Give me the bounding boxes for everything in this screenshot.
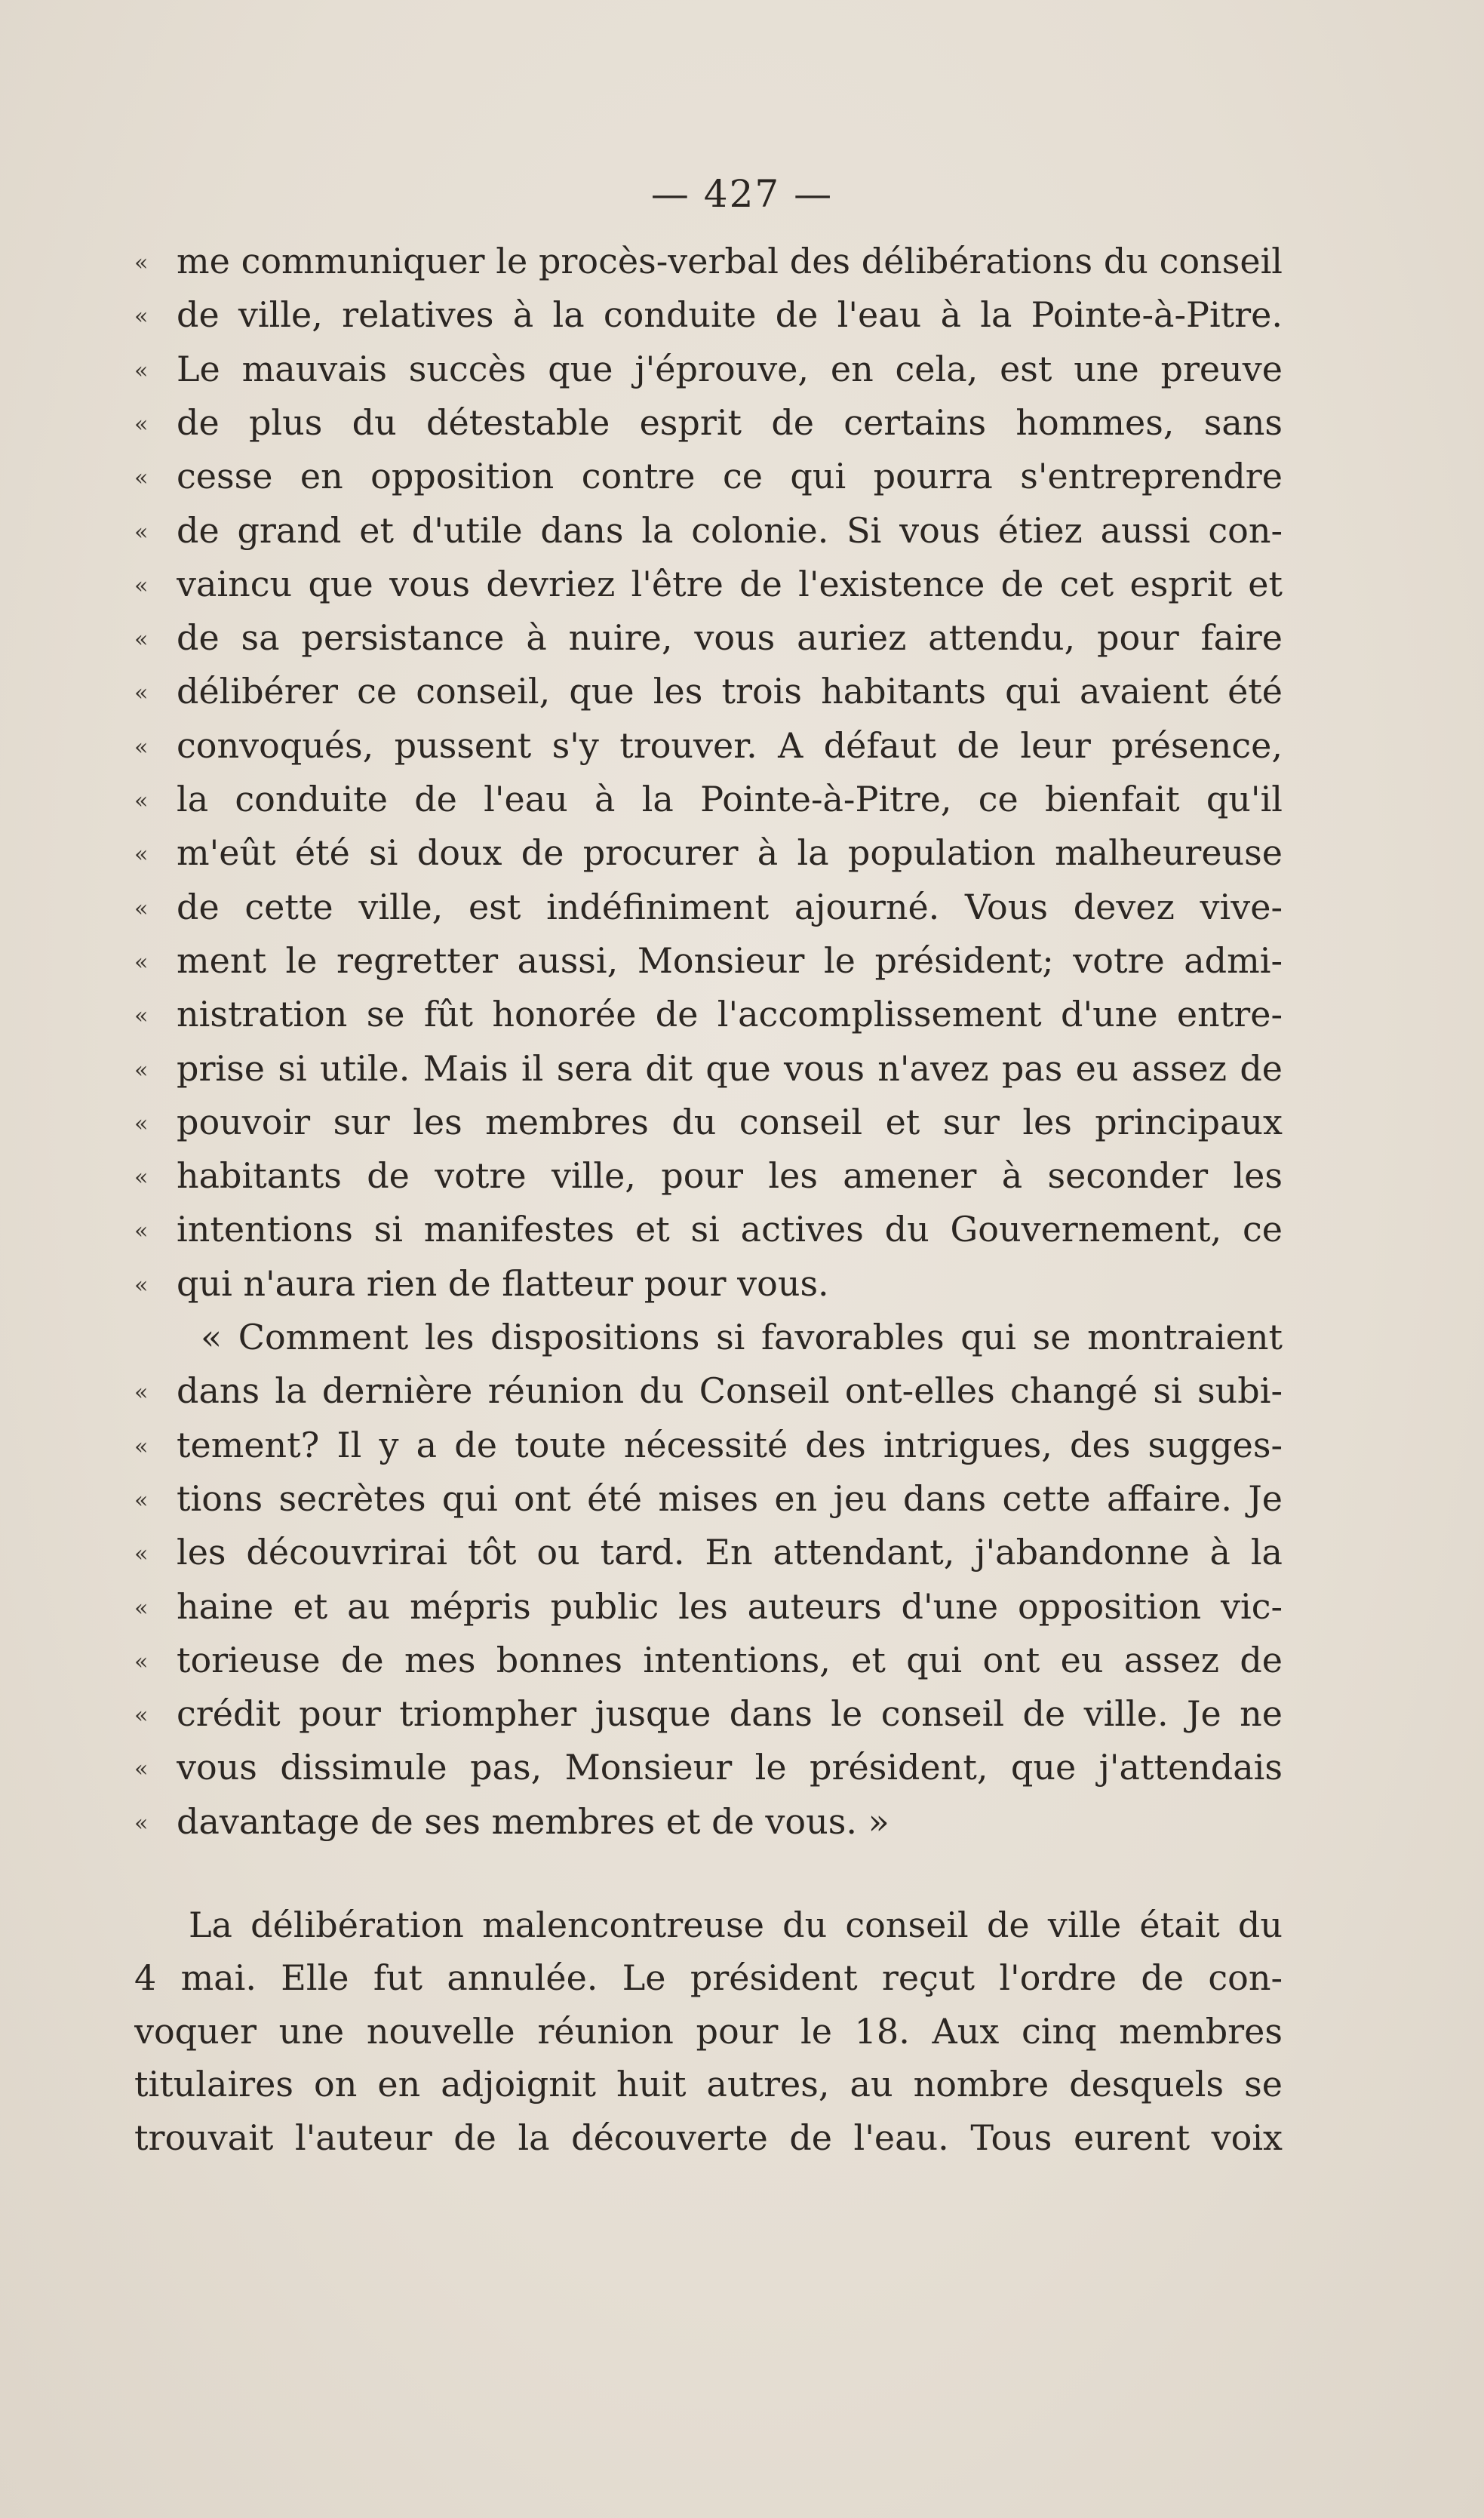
text-line: titulaires on en adjoignit huit autres, au nombre desquels se [134, 2064, 1283, 2105]
quote-mark: « [134, 1809, 149, 1837]
text-line: la conduite de l'eau à la Pointe-à-Pitre, ce bienfait qu'il [177, 779, 1283, 819]
text-line: davantage de ses membres et de vous. » [177, 1800, 889, 1842]
text-line: de grand et d'utile dans la colonie. Si vous étiez aussi con- [177, 509, 1283, 551]
text-line: tions secrètes qui ont été mises en jeu dans cette affaire. Je [177, 1477, 1283, 1519]
text-line: pouvoir sur les membres du conseil et sur les principaux [177, 1101, 1283, 1142]
quote-mark: « [134, 357, 149, 384]
quote-mark: « [134, 1487, 149, 1514]
quote-mark: « [134, 788, 149, 814]
text-line: La délibération malencontreuse du conseil de ville était du [189, 1905, 1283, 1945]
quote-mark: « [134, 518, 149, 546]
text-line: ment le regretter aussi, Monsieur le président; votre admi- [177, 939, 1283, 981]
quote-mark: « [134, 1702, 149, 1729]
quote-mark: « [134, 1056, 149, 1084]
quote-mark: « [134, 948, 149, 976]
text-line: les découvrirai tôt ou tard. En attendant, j'abandonne à la [177, 1532, 1283, 1573]
text-line: cesse en opposition contre ce qui pourra s'entreprendre [177, 456, 1283, 497]
text-line: de sa persistance à nuire, vous auriez attendu, pour faire [177, 617, 1283, 659]
quote-mark: « [134, 895, 149, 922]
text-line: voquer une nouvelle réunion pour le 18. Aux cinq membres [134, 2010, 1283, 2052]
text-line: Le mauvais succès que j'éprouve, en cela, est une preuve [177, 348, 1283, 389]
quote-mark: « [134, 250, 149, 276]
text-line: prise si utile. Mais il sera dit que vous n'avez pas eu assez de [177, 1047, 1283, 1089]
text-line: nistration se fût honorée de l'accomplissement d'une entre- [177, 994, 1283, 1035]
text-line: convoqués, pussent s'y trouver. A défaut de leur présence, [177, 724, 1283, 766]
quote-mark: « [134, 1379, 149, 1407]
text-line: délibérer ce conseil, que les trois habitants qui avaient été [177, 671, 1283, 712]
text-line: m'eût été si doux de procurer à la population malheureuse [177, 832, 1283, 874]
quote-mark: « [134, 1164, 149, 1191]
text-line: vous dissimule pas, Monsieur le président, que j'attendais [177, 1747, 1283, 1788]
quote-mark: « [134, 303, 149, 331]
quote-mark: « [134, 1271, 149, 1299]
text-line: torieuse de mes bonnes intentions, et qui ont eu assez de [177, 1639, 1283, 1680]
quote-mark: « [134, 1218, 149, 1245]
text-line: dans la dernière réunion du Conseil ont-elles changé si subi- [177, 1370, 1283, 1412]
quote-mark: « [134, 680, 149, 707]
quote-mark: « [134, 841, 149, 869]
text-line: haine et au mépris public les auteurs d'une opposition vic- [177, 1585, 1283, 1627]
text-line: de plus du détestable esprit de certains hommes, sans [177, 401, 1283, 443]
quote-mark: « [134, 1541, 149, 1568]
text-line: vaincu que vous devriez l'être de l'existence de cet esprit et [177, 563, 1283, 604]
text-line: me communiquer le procès-verbal des délibérations du conseil [177, 241, 1283, 281]
quote-mark: « [134, 1433, 149, 1460]
quote-mark: « [134, 1594, 149, 1622]
text-line: trouvait l'auteur de la découverte de l'eau. Tous eurent voix [134, 2117, 1283, 2158]
quote-mark: « [134, 1110, 149, 1137]
quote-mark: « [134, 572, 149, 599]
quote-mark: « [134, 626, 149, 653]
quote-mark: « [134, 465, 149, 492]
quote-mark: « [134, 733, 149, 761]
text-line: de cette ville, est indéfiniment ajourné. Vous devez vive- [177, 886, 1283, 927]
page-number: — 427 — [650, 172, 834, 216]
quote-mark: « [134, 1648, 149, 1675]
text-line: crédit pour triompher jusque dans le conseil de ville. Je ne [177, 1693, 1283, 1735]
text-line: intentions si manifestes et si actives du Gouvernement, ce [177, 1209, 1283, 1250]
text-line: habitants de votre ville, pour les amener à seconder les [177, 1155, 1283, 1197]
text-line: qui n'aura rien de flatteur pour vous. [177, 1262, 829, 1304]
quote-mark: « [134, 410, 149, 438]
text-line: « Comment les dispositions si favorables qui se montraient [201, 1317, 1283, 1357]
quote-mark: « [134, 1756, 149, 1783]
quote-mark: « [134, 1003, 149, 1030]
text-line: 4 mai. Elle fut annulée. Le président reçut l'ordre de con- [134, 1957, 1283, 1999]
text-line: de ville, relatives à la conduite de l'eau à la Pointe-à-Pitre. [177, 294, 1283, 336]
text-line: tement? Il y a de toute nécessité des intrigues, des sugges- [177, 1424, 1283, 1465]
